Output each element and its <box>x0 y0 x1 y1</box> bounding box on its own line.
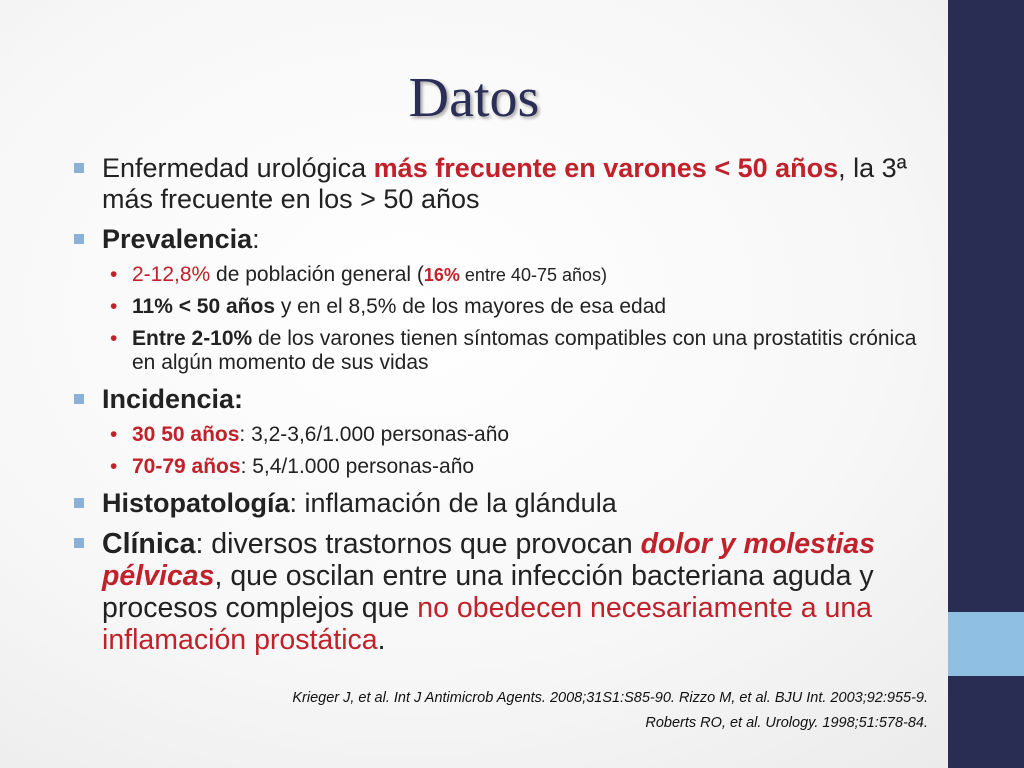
side-bar-accent <box>948 612 1024 676</box>
s3-highlight: Entre 2-10% <box>132 327 253 350</box>
b1-rest: , la 3ª más frecuente en los > 50 años <box>102 153 907 214</box>
reference-line: Krieger J, et al. Int J Antimicrob Agents. 2008;31S1:S85-90. Rizzo M, et al. BJU Int. 2003;92:955-9. <box>292 690 928 706</box>
incidencia-label: Incidencia: <box>102 384 244 414</box>
sub-bullet-incidencia-2 <box>72 455 922 479</box>
bullet-prevalencia <box>72 224 922 255</box>
sub-bullet-prevalencia-1 <box>72 263 922 287</box>
s1-range: entre 40-75 años) <box>459 265 607 285</box>
s1-text: de población general ( <box>210 263 424 286</box>
histopatologia-label: Histopatología <box>102 488 290 518</box>
bullet-clinica <box>72 528 922 656</box>
dot-bullet-icon: • <box>110 327 118 350</box>
s1-highlight: 2-12,8% <box>132 263 211 286</box>
b1-highlight: más frecuente en varones < 50 años <box>373 153 839 183</box>
inc2-highlight: 70-79 años <box>132 455 241 478</box>
square-bullet-icon <box>74 498 84 508</box>
bullet-histopatologia <box>72 488 922 519</box>
square-bullet-icon <box>74 394 84 404</box>
s2-highlight: 11% < 50 años <box>132 295 276 318</box>
inc1-highlight: 30 50 años <box>132 423 240 446</box>
slide-content <box>72 144 922 656</box>
reference-line: Roberts RO, et al. Urology. 1998;51:578-84. <box>645 715 928 731</box>
dot-bullet-icon: • <box>110 455 118 478</box>
s1-percent: 16% <box>423 265 460 285</box>
histopatologia-text: : inflamación de la glándula <box>289 488 617 518</box>
sub-bullet-prevalencia-3 <box>72 327 922 375</box>
dot-bullet-icon: • <box>110 263 118 286</box>
clinica-text-2: , que oscilan entre una infección bacteriana aguda y procesos complejos que <box>102 560 874 624</box>
sub-bullet-incidencia-1 <box>72 423 922 447</box>
s3-text: de los varones tienen síntomas compatibles con una prostatitis crónica en algún momento de sus vidas <box>132 327 917 374</box>
dot-bullet-icon: • <box>110 423 118 446</box>
inc1-text: : 3,2-3,6/1.000 personas-año <box>239 423 510 446</box>
clinica-end: . <box>377 624 386 656</box>
square-bullet-icon <box>74 163 84 173</box>
clinica-highlight-2: no obedecen necesariamente a una inflamación prostática <box>102 592 873 656</box>
s2-text: y en el 8,5% de los mayores de esa edad <box>275 295 667 318</box>
sub-bullet-prevalencia-2 <box>72 295 922 319</box>
square-bullet-icon <box>74 234 84 244</box>
prevalencia-suffix: : <box>252 224 260 254</box>
inc2-text: : 5,4/1.000 personas-año <box>240 455 475 478</box>
prevalencia-label: Prevalencia <box>102 224 253 254</box>
clinica-text: : diversos trastornos que provocan <box>195 528 641 560</box>
bullet-enfermedad <box>72 153 922 215</box>
dot-bullet-icon: • <box>110 295 118 318</box>
slide-title: Datos <box>408 67 540 129</box>
clinica-label: Clínica <box>102 528 196 560</box>
clinica-highlight: dolor y molestias pélvicas <box>102 528 876 592</box>
bullet-incidencia <box>72 384 922 415</box>
square-bullet-icon <box>74 538 84 548</box>
b1-text: Enfermedad urológica <box>102 153 374 183</box>
references <box>292 686 928 736</box>
